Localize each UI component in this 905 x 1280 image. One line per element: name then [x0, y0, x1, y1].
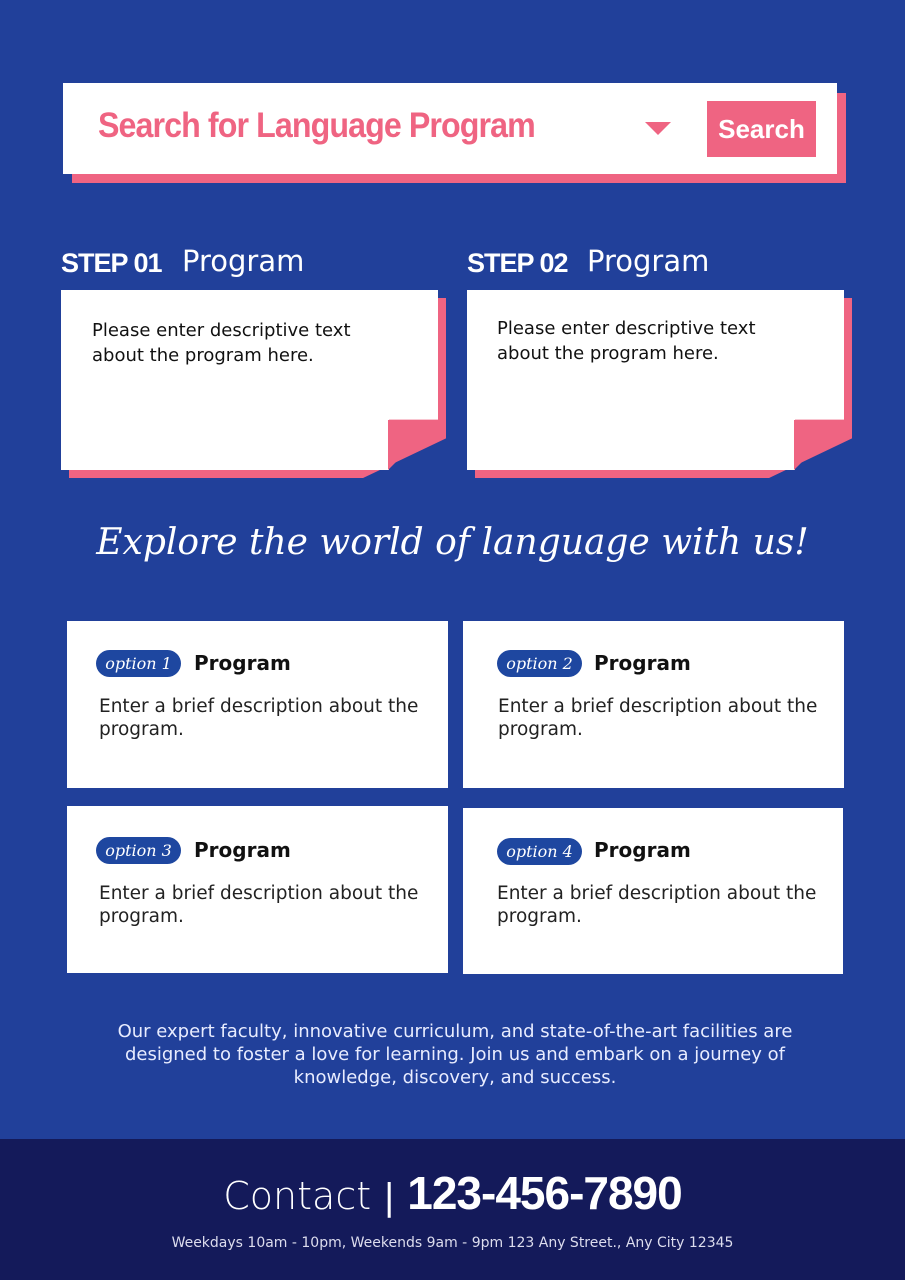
option-title: Program	[194, 838, 291, 862]
option-card	[463, 808, 843, 974]
separator: |	[383, 1177, 396, 1218]
step-text: Please enter descriptive text about the program here.	[92, 320, 351, 366]
option-card	[67, 806, 448, 973]
option-title: Program	[194, 651, 291, 675]
option-title: Program	[594, 651, 691, 675]
step-label: STEP 01	[61, 248, 162, 278]
option-card	[67, 621, 448, 788]
option-tag: option 1	[96, 650, 181, 677]
tagline: Explore the world of language with us!	[96, 522, 809, 563]
description-paragraph: Our expert faculty, innovative curriculum, and state-of-the-art facilities are designed to foster a love for learning. Join us and embark on a journey of knowledge, discovery, and success.	[117, 1021, 793, 1088]
step-text: Please enter descriptive text about the program here.	[497, 318, 756, 364]
step-title: Program	[587, 244, 710, 278]
step-title: Program	[182, 244, 305, 278]
step-label: STEP 02	[467, 248, 568, 278]
step-card	[61, 290, 438, 470]
contact-label: Contact	[223, 1174, 372, 1218]
phone-number[interactable]: 123-456-7890	[407, 1167, 682, 1219]
option-card	[463, 621, 844, 788]
option-desc: Enter a brief description about the program.	[99, 883, 419, 927]
option-desc: Enter a brief description about the program.	[498, 696, 818, 740]
contact-line	[0, 1166, 905, 1220]
search-button[interactable]: Search	[707, 101, 816, 157]
option-title: Program	[594, 838, 691, 862]
option-desc: Enter a brief description about the program.	[99, 696, 419, 740]
option-tag: option 3	[96, 837, 181, 864]
option-tag: option 4	[497, 838, 582, 865]
hours-address: Weekdays 10am - 10pm, Weekends 9am - 9pm 123 Any Street., Any City 12345	[171, 1235, 734, 1251]
option-desc: Enter a brief description about the program.	[497, 883, 817, 927]
search-title[interactable]: Search for Language Program	[98, 106, 535, 145]
option-tag: option 2	[497, 650, 582, 677]
dropdown-caret-icon[interactable]	[645, 122, 671, 135]
